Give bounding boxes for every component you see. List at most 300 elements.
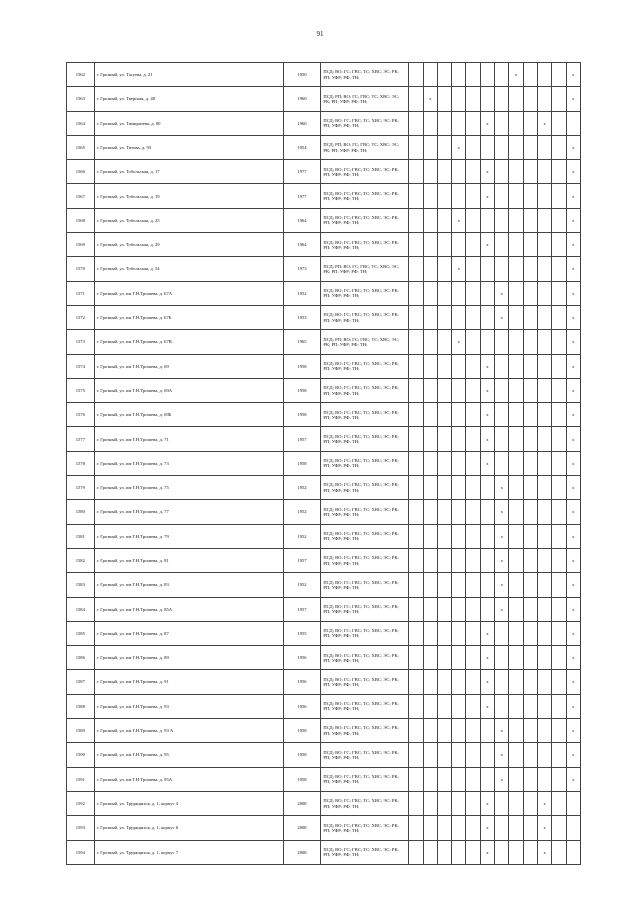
mark-cell <box>537 184 551 208</box>
table-row <box>67 160 581 184</box>
mark-cell <box>537 719 551 743</box>
mark-cell <box>495 160 509 184</box>
mark-x: x <box>423 87 437 111</box>
mark-cell <box>409 500 423 524</box>
mark-cell <box>537 354 551 378</box>
mark-cell <box>437 694 451 718</box>
mark-cell <box>552 524 566 548</box>
mark-x: x <box>480 403 494 427</box>
year-cell: 1960 <box>283 87 321 111</box>
mark-cell <box>523 305 537 329</box>
mark-x: x <box>452 257 466 281</box>
mark-cell <box>452 646 466 670</box>
mark-cell <box>523 451 537 475</box>
mark-cell <box>523 63 537 87</box>
mark-x: x <box>452 135 466 159</box>
year-cell: 1958 <box>283 719 321 743</box>
mark-cell <box>495 646 509 670</box>
mark-x: x <box>566 160 580 184</box>
mark-cell <box>552 354 566 378</box>
mark-cell <box>523 670 537 694</box>
mark-cell <box>466 111 480 135</box>
row-number-cell: 1586 <box>67 646 95 670</box>
mark-cell <box>509 378 523 402</box>
row-number-cell: 1590 <box>67 743 95 767</box>
mark-cell <box>537 160 551 184</box>
mark-cell <box>452 694 466 718</box>
mark-x: x <box>480 233 494 257</box>
address-cell: г. Грозный, ул. им Г.Н.Трошева, д. 93 <box>94 694 283 718</box>
mark-cell <box>452 548 466 572</box>
mark-cell <box>523 500 537 524</box>
mark-cell <box>523 111 537 135</box>
mark-cell <box>523 476 537 500</box>
mark-cell <box>509 281 523 305</box>
mark-cell <box>537 573 551 597</box>
mark-cell <box>466 548 480 572</box>
mark-cell <box>409 476 423 500</box>
mark-cell <box>537 524 551 548</box>
mark-cell <box>452 451 466 475</box>
works-list-cell: ПСД; ВО; ГС; ГВС; ТС; ХВС; ЭС; РК; РП; УФР; РФ; ТН; <box>321 63 409 87</box>
row-number-cell: 1583 <box>67 573 95 597</box>
row-number-cell: 1580 <box>67 500 95 524</box>
mark-cell <box>495 184 509 208</box>
mark-cell <box>437 111 451 135</box>
mark-cell <box>480 524 494 548</box>
mark-cell <box>523 767 537 791</box>
mark-cell <box>509 111 523 135</box>
mark-cell <box>437 403 451 427</box>
mark-cell <box>523 719 537 743</box>
mark-cell <box>566 111 580 135</box>
mark-cell <box>452 87 466 111</box>
mark-cell <box>509 573 523 597</box>
mark-cell <box>437 208 451 232</box>
table-row <box>67 694 581 718</box>
works-list-cell: ПСД; ВО; ГС; ГВС; ТС; ХВС; ЭС; РК; РП; УФР; РФ; ТН; <box>321 840 409 864</box>
mark-cell <box>495 233 509 257</box>
mark-cell <box>437 87 451 111</box>
table-row <box>67 87 581 111</box>
mark-cell <box>452 160 466 184</box>
address-cell: г. Грозный, ул. им Г.Н.Трошева, д. 77 <box>94 500 283 524</box>
mark-cell <box>552 646 566 670</box>
mark-cell <box>537 378 551 402</box>
mark-cell <box>509 160 523 184</box>
address-cell: г. Грозный, ул. Трудящихся, д. 1, корпус 4 <box>94 791 283 815</box>
mark-cell <box>523 840 537 864</box>
year-cell: 1958 <box>283 403 321 427</box>
mark-cell <box>480 743 494 767</box>
mark-cell <box>466 184 480 208</box>
mark-cell <box>537 63 551 87</box>
mark-cell <box>495 257 509 281</box>
mark-cell <box>423 719 437 743</box>
mark-cell <box>466 719 480 743</box>
mark-x: x <box>495 305 509 329</box>
mark-cell <box>509 354 523 378</box>
mark-cell <box>552 573 566 597</box>
mark-x: x <box>566 767 580 791</box>
mark-cell <box>509 791 523 815</box>
year-cell: 1958 <box>283 743 321 767</box>
row-number-cell: 1594 <box>67 840 95 864</box>
mark-cell <box>509 208 523 232</box>
mark-cell <box>452 621 466 645</box>
mark-cell <box>423 330 437 354</box>
mark-x: x <box>480 791 494 815</box>
year-cell: 1952 <box>283 476 321 500</box>
row-number-cell: 1566 <box>67 160 95 184</box>
mark-cell <box>437 791 451 815</box>
mark-cell <box>509 233 523 257</box>
row-number-cell: 1579 <box>67 476 95 500</box>
mark-cell <box>495 427 509 451</box>
mark-x: x <box>509 63 523 87</box>
mark-cell <box>552 135 566 159</box>
mark-x: x <box>566 63 580 87</box>
address-cell: г. Грозный, ул. им Г.Н.Трошева, д. 69 <box>94 354 283 378</box>
mark-cell <box>509 816 523 840</box>
mark-cell <box>423 63 437 87</box>
address-cell: г. Грозный, ул. им Г.Н.Трошева, д. 71 <box>94 427 283 451</box>
table-row <box>67 816 581 840</box>
works-list-cell: ПСД; ВО; ГС; ГВС; ТС; ХВС; ЭС; РК; РП; УФР; РФ; ТН; <box>321 670 409 694</box>
mark-cell <box>466 305 480 329</box>
table-row <box>67 524 581 548</box>
year-cell: 1960 <box>283 111 321 135</box>
works-list-cell: ПСД; ВО; ГС; ГВС; ТС; ХВС; ЭС; РК; РП; УФР; РФ; ТН; <box>321 305 409 329</box>
mark-cell <box>466 451 480 475</box>
mark-cell <box>466 160 480 184</box>
mark-cell <box>423 621 437 645</box>
works-list-cell: ПСД; ВО; ГС; ГВС; ТС; ХВС; ЭС; РК; РП; УФР; РФ; ТН; <box>321 816 409 840</box>
mark-cell <box>523 257 537 281</box>
housing-repair-table <box>66 62 581 865</box>
mark-cell <box>466 378 480 402</box>
mark-x: x <box>566 135 580 159</box>
works-list-cell: ПСД; ВО; ГС; ГВС; ТС; ХВС; ЭС; РК; РП; УФР; РФ; ТН; <box>321 573 409 597</box>
year-cell: 1964 <box>283 208 321 232</box>
year-cell: 2008 <box>283 791 321 815</box>
table-row <box>67 500 581 524</box>
year-cell: 1958 <box>283 354 321 378</box>
mark-x: x <box>566 573 580 597</box>
mark-cell <box>566 791 580 815</box>
mark-cell <box>566 840 580 864</box>
works-list-cell: ПСД; ВО; ГС; ГВС; ТС; ХВС; ЭС; РК; РП; УФР; РФ; ТН; <box>321 476 409 500</box>
row-number-cell: 1577 <box>67 427 95 451</box>
mark-cell <box>495 403 509 427</box>
mark-cell <box>537 87 551 111</box>
row-number-cell: 1593 <box>67 816 95 840</box>
year-cell: 1953 <box>283 305 321 329</box>
mark-cell <box>423 354 437 378</box>
mark-cell <box>466 500 480 524</box>
mark-cell <box>495 451 509 475</box>
table-row <box>67 403 581 427</box>
mark-x: x <box>537 791 551 815</box>
row-number-cell: 1573 <box>67 330 95 354</box>
mark-cell <box>509 184 523 208</box>
mark-cell <box>452 305 466 329</box>
address-cell: г. Грозный, ул. им Г.Н.Трошева, д. 95 <box>94 743 283 767</box>
mark-cell <box>437 257 451 281</box>
table-row <box>67 476 581 500</box>
mark-x: x <box>566 257 580 281</box>
table-row <box>67 670 581 694</box>
mark-cell <box>566 816 580 840</box>
mark-cell <box>437 621 451 645</box>
table-row <box>67 63 581 87</box>
mark-cell <box>495 135 509 159</box>
mark-cell <box>552 233 566 257</box>
mark-cell <box>437 451 451 475</box>
table-row <box>67 573 581 597</box>
year-cell: 1958 <box>283 767 321 791</box>
mark-cell <box>437 427 451 451</box>
mark-x: x <box>566 87 580 111</box>
mark-cell <box>466 135 480 159</box>
address-cell: г. Грозный, ул. Трудящихся, д. 1, корпус 7 <box>94 840 283 864</box>
year-cell: 1956 <box>283 646 321 670</box>
row-number-cell: 1585 <box>67 621 95 645</box>
table-row <box>67 597 581 621</box>
mark-cell <box>552 694 566 718</box>
mark-cell <box>480 330 494 354</box>
mark-cell <box>480 500 494 524</box>
mark-x: x <box>566 378 580 402</box>
row-number-cell: 1591 <box>67 767 95 791</box>
year-cell: 1952 <box>283 573 321 597</box>
table-row <box>67 305 581 329</box>
mark-cell <box>523 621 537 645</box>
mark-cell <box>552 87 566 111</box>
mark-cell <box>452 184 466 208</box>
mark-cell <box>466 694 480 718</box>
mark-cell <box>409 840 423 864</box>
mark-cell <box>437 500 451 524</box>
address-cell: г. Грозный, ул. им Г.Н.Трошева, д. 73 <box>94 451 283 475</box>
address-cell: г. Грозный, ул. Тимирязева, д. 00 <box>94 111 283 135</box>
mark-x: x <box>566 451 580 475</box>
mark-cell <box>437 573 451 597</box>
mark-cell <box>437 135 451 159</box>
mark-cell <box>452 63 466 87</box>
mark-cell <box>552 63 566 87</box>
mark-cell <box>437 184 451 208</box>
mark-cell <box>552 719 566 743</box>
address-cell: г. Грозный, ул. Тобольская, д. 54 <box>94 257 283 281</box>
mark-cell <box>466 427 480 451</box>
mark-cell <box>509 403 523 427</box>
mark-cell <box>409 743 423 767</box>
row-number-cell: 1578 <box>67 451 95 475</box>
mark-cell <box>552 500 566 524</box>
mark-cell <box>409 111 423 135</box>
mark-cell <box>437 767 451 791</box>
mark-cell <box>409 257 423 281</box>
mark-x: x <box>566 184 580 208</box>
mark-cell <box>523 184 537 208</box>
mark-cell <box>552 621 566 645</box>
mark-cell <box>437 548 451 572</box>
mark-cell <box>480 305 494 329</box>
year-cell: 1957 <box>283 597 321 621</box>
works-list-cell: ПСД; ВО; ГС; ГВС; ТС; ХВС; ЭС; РК; РП; УФР; РФ; ТН; <box>321 767 409 791</box>
mark-x: x <box>566 354 580 378</box>
mark-x: x <box>566 500 580 524</box>
mark-cell <box>423 451 437 475</box>
mark-x: x <box>495 573 509 597</box>
mark-cell <box>480 767 494 791</box>
year-cell: 1958 <box>283 378 321 402</box>
works-list-cell: ПСД; РП; ВО; ГС; ГВС; ТС; ХВС; ЭС; РК; РП; УФР; РФ; ТН; <box>321 87 409 111</box>
mark-cell <box>537 281 551 305</box>
mark-cell <box>537 330 551 354</box>
mark-cell <box>437 476 451 500</box>
address-cell: г. Грозный, ул. им Г.Н.Трошева, д. 91 <box>94 670 283 694</box>
year-cell: 1958 <box>283 451 321 475</box>
mark-cell <box>523 233 537 257</box>
mark-cell <box>452 427 466 451</box>
mark-cell <box>466 670 480 694</box>
table-body <box>67 63 581 865</box>
year-cell: 2008 <box>283 816 321 840</box>
mark-x: x <box>480 451 494 475</box>
mark-cell <box>437 63 451 87</box>
mark-x: x <box>495 597 509 621</box>
mark-cell <box>523 573 537 597</box>
address-cell: г. Грозный, ул. им Г.Н.Трошева, д. 67А <box>94 281 283 305</box>
mark-cell <box>452 233 466 257</box>
year-cell: 1973 <box>283 257 321 281</box>
address-cell: г. Грозный, ул. им Г.Н.Трошева, д. 93 А <box>94 719 283 743</box>
mark-x: x <box>566 524 580 548</box>
mark-cell <box>409 573 423 597</box>
mark-cell <box>423 500 437 524</box>
mark-cell <box>509 548 523 572</box>
mark-cell <box>466 791 480 815</box>
mark-cell <box>466 816 480 840</box>
row-number-cell: 1562 <box>67 63 95 87</box>
mark-cell <box>537 135 551 159</box>
mark-cell <box>409 646 423 670</box>
works-list-cell: ПСД; ВО; ГС; ГВС; ТС; ХВС; ЭС; РК; РП; УФР; РФ; ТН; <box>321 403 409 427</box>
works-list-cell: ПСД; ВО; ГС; ГВС; ТС; ХВС; ЭС; РК; РП; УФР; РФ; ТН; <box>321 451 409 475</box>
mark-x: x <box>495 524 509 548</box>
mark-cell <box>466 476 480 500</box>
year-cell: 1950 <box>283 63 321 87</box>
mark-cell <box>509 135 523 159</box>
address-cell: г. Грозный, ул. Тверская, д. 48 <box>94 87 283 111</box>
mark-cell <box>423 281 437 305</box>
mark-cell <box>466 840 480 864</box>
year-cell: 1957 <box>283 548 321 572</box>
mark-cell <box>509 670 523 694</box>
year-cell: 1956 <box>283 670 321 694</box>
year-cell: 1956 <box>283 694 321 718</box>
table-row <box>67 646 581 670</box>
works-list-cell: ПСД; ВО; ГС; ГВС; ТС; ХВС; ЭС; РК; РП; УФР; РФ; ТН; <box>321 597 409 621</box>
mark-cell <box>495 330 509 354</box>
mark-cell <box>423 257 437 281</box>
mark-cell <box>537 476 551 500</box>
mark-cell <box>523 281 537 305</box>
mark-cell <box>423 743 437 767</box>
mark-cell <box>409 354 423 378</box>
mark-x: x <box>480 646 494 670</box>
mark-cell <box>523 427 537 451</box>
table-row <box>67 427 581 451</box>
address-cell: г. Грозный, ул. им Г.Н.Трошева, д. 81 <box>94 548 283 572</box>
mark-cell <box>523 548 537 572</box>
mark-cell <box>437 524 451 548</box>
mark-x: x <box>566 403 580 427</box>
mark-cell <box>409 63 423 87</box>
mark-cell <box>437 281 451 305</box>
row-number-cell: 1588 <box>67 694 95 718</box>
mark-cell <box>509 719 523 743</box>
mark-cell <box>452 670 466 694</box>
mark-cell <box>552 111 566 135</box>
table-row <box>67 330 581 354</box>
mark-cell <box>509 476 523 500</box>
table-row <box>67 257 581 281</box>
mark-cell <box>423 816 437 840</box>
mark-cell <box>437 160 451 184</box>
mark-cell <box>509 427 523 451</box>
mark-cell <box>437 840 451 864</box>
mark-cell <box>537 403 551 427</box>
mark-cell <box>537 548 551 572</box>
mark-cell <box>552 670 566 694</box>
mark-cell <box>537 451 551 475</box>
table-row <box>67 135 581 159</box>
mark-cell <box>523 160 537 184</box>
mark-cell <box>409 403 423 427</box>
mark-cell <box>466 233 480 257</box>
mark-x: x <box>480 378 494 402</box>
mark-cell <box>495 694 509 718</box>
mark-cell <box>409 87 423 111</box>
mark-cell <box>452 840 466 864</box>
mark-cell <box>552 767 566 791</box>
mark-cell <box>537 670 551 694</box>
mark-cell <box>409 621 423 645</box>
works-list-cell: ПСД; ВО; ГС; ГВС; ТС; ХВС; ЭС; РК; РП; УФР; РФ; ТН; <box>321 500 409 524</box>
mark-x: x <box>480 670 494 694</box>
mark-cell <box>537 646 551 670</box>
mark-cell <box>452 791 466 815</box>
mark-x: x <box>566 233 580 257</box>
works-list-cell: ПСД; ВО; ГС; ГВС; ТС; ХВС; ЭС; РК; РП; УФР; РФ; ТН; <box>321 233 409 257</box>
mark-cell <box>495 840 509 864</box>
mark-cell <box>437 670 451 694</box>
mark-cell <box>466 743 480 767</box>
mark-cell <box>452 767 466 791</box>
mark-x: x <box>480 160 494 184</box>
mark-cell <box>480 597 494 621</box>
mark-cell <box>552 160 566 184</box>
mark-x: x <box>480 184 494 208</box>
mark-cell <box>509 694 523 718</box>
address-cell: г. Грозный, ул. им Г.Н.Трошева, д. 87 <box>94 621 283 645</box>
row-number-cell: 1572 <box>67 305 95 329</box>
table-row <box>67 111 581 135</box>
mark-cell <box>409 767 423 791</box>
